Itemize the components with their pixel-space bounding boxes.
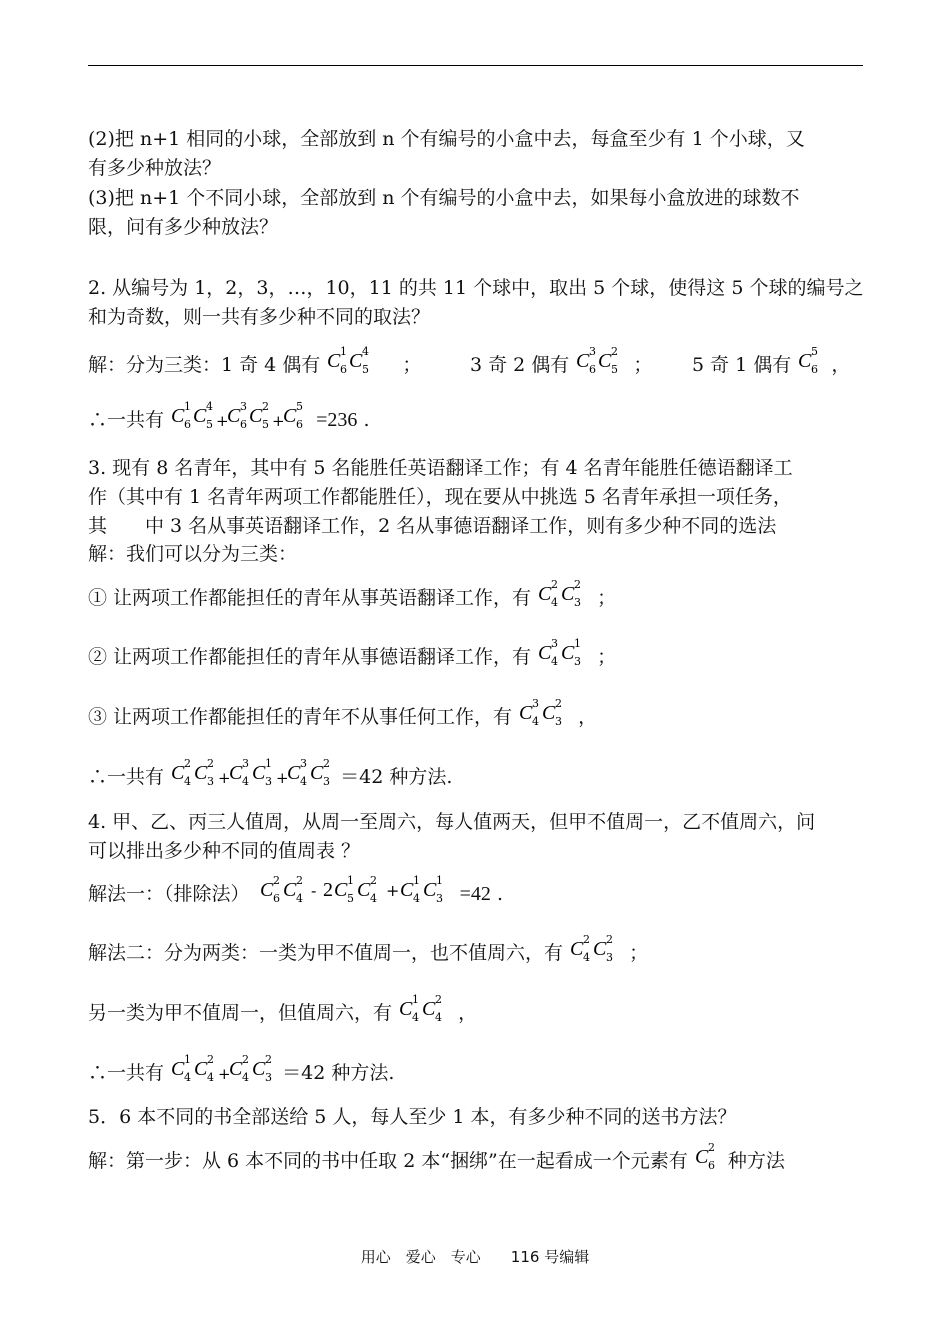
svg-text:C: C (356, 879, 370, 901)
svg-text:3: 3 (606, 951, 614, 964)
problem-4-method-2: 解法二：分为两类：一类为甲不值周一，也不值周六，有 C 2 4 C 2 3 ； (88, 933, 648, 967)
svg-text:4: 4 (362, 345, 370, 358)
svg-text:3: 3 (435, 892, 443, 905)
problem-2-case-c: 5 奇 1 偶有 C 5 6 ， (692, 345, 850, 379)
formula-c4-3-c3-1 (537, 637, 591, 671)
formula-c4-3-c3-2 (518, 697, 572, 731)
svg-text:2: 2 (322, 879, 333, 901)
problem-3-case-2: ② 让两项工作都能担任的青年从事德语翻译工作，有 C 3 4 C 1 3 ； (88, 637, 616, 671)
svg-text:4: 4 (242, 1071, 250, 1084)
svg-text:3: 3 (300, 757, 308, 770)
page-footer: 用心 爱心 专心 116 号编辑 (360, 1248, 590, 1266)
svg-text:1: 1 (412, 993, 420, 1006)
problem-2-text-cont: 和为奇数，则一共有多少种不同的取法？ (88, 306, 431, 328)
svg-text:2: 2 (207, 1053, 215, 1066)
problem-4-text-cont: 可以排出多少种不同的值周表 ？ (88, 840, 361, 862)
svg-text:4: 4 (206, 400, 214, 413)
svg-text:1: 1 (184, 1053, 192, 1066)
problem-3-text: 3. 现有 8 名青年，其中有 5 名能胜任英语翻译工作；有 4 名青年能胜任德语翻译工 (88, 457, 793, 479)
svg-text:C: C (252, 1058, 266, 1080)
problem-5-solution: 解：第一步：从 6 本不同的书中任取 2 本“捆绑”在一起看成一个元素有 C 2 6 种方法 (88, 1141, 785, 1175)
svg-text:2: 2 (207, 757, 215, 770)
svg-text:6: 6 (707, 1159, 715, 1172)
problem-2-text: 2. 从编号为 1，2，3，…，10，11 的共 11 个球中，取出 5 个球，使得这 5 个球的编号之 (88, 277, 864, 299)
problem-4-method-2-case: 另一类为甲不值周一，但值周六，有 C 1 4 C 2 4 ， (88, 993, 477, 1027)
svg-text:3: 3 (551, 637, 559, 650)
problem-2-case-b: 3 奇 2 偶有 C 3 6 C 2 5 ； (470, 345, 652, 379)
svg-text:4: 4 (184, 1071, 192, 1084)
svg-text:4: 4 (242, 775, 250, 788)
svg-text:2: 2 (272, 874, 280, 887)
problem-4-method-1: 解法一：（排除法） C 2 6 C 2 4 - 2 C 1 5 C 2 4 + C 1 4 C 1 3 =42 . (88, 874, 503, 908)
formula-sum-42-a (170, 757, 346, 791)
svg-text:C: C (227, 405, 241, 427)
svg-text:5: 5 (811, 345, 819, 358)
svg-text:C: C (229, 762, 243, 784)
svg-text:C: C (570, 938, 584, 960)
problem-2-solution: 解：分为三类：1 奇 4 偶有 C 1 6 C 4 5 ； (88, 345, 421, 379)
svg-text:+: + (385, 881, 399, 900)
svg-text:C: C (194, 1058, 208, 1080)
svg-text:C: C (229, 1058, 243, 1080)
svg-text:+: + (276, 769, 289, 787)
svg-text:2: 2 (435, 993, 443, 1006)
svg-text:2: 2 (611, 345, 619, 358)
svg-text:+: + (218, 1065, 231, 1083)
problem-1-part2-cont: 有多少种放法？ (88, 157, 222, 179)
svg-text:C: C (593, 938, 607, 960)
svg-text:2: 2 (583, 933, 591, 946)
svg-text:C: C (598, 350, 612, 372)
formula-c6-3-c5-2 (575, 345, 627, 379)
svg-text:3: 3 (574, 596, 582, 609)
svg-text:5: 5 (611, 363, 619, 376)
svg-text:3: 3 (207, 775, 215, 788)
svg-text:2: 2 (265, 1053, 273, 1066)
svg-text:C: C (519, 702, 533, 724)
svg-text:+: + (272, 412, 285, 430)
svg-text:5: 5 (346, 892, 354, 905)
formula-sum-42-b (170, 1053, 288, 1087)
svg-text:C: C (694, 1146, 709, 1168)
svg-text:C: C (249, 405, 263, 427)
svg-text:4: 4 (295, 892, 303, 905)
svg-text:2: 2 (184, 757, 192, 770)
svg-text:C: C (538, 642, 552, 664)
svg-text:1: 1 (184, 400, 192, 413)
svg-text:C: C (561, 642, 575, 664)
svg-text:6: 6 (184, 418, 192, 431)
svg-text:6: 6 (296, 418, 304, 431)
svg-text:3: 3 (265, 1071, 273, 1084)
formula-exclusion (256, 874, 470, 908)
svg-text:6: 6 (240, 418, 248, 431)
problem-4-total: ∴一共有 C 1 4 C 2 4 + C 2 4 C 2 3 ＝42 种方法. (88, 1053, 394, 1087)
solution-label: 解：分为三类：1 奇 4 偶有 (88, 354, 321, 376)
svg-text:5: 5 (262, 418, 270, 431)
svg-text:5: 5 (362, 363, 370, 376)
svg-text:1: 1 (346, 874, 354, 887)
svg-text:C: C (327, 350, 341, 372)
problem-1-part3: (3)把 n+1 个不同小球，全部放到 n 个有编号的小盒中去，如果每小盒放进的球数不 (88, 187, 800, 209)
svg-text:1: 1 (574, 637, 582, 650)
svg-text:2: 2 (555, 697, 563, 710)
svg-text:1: 1 (412, 874, 420, 887)
svg-text:4: 4 (435, 1011, 443, 1024)
svg-text:3: 3 (589, 345, 597, 358)
formula-c6-5 (797, 345, 825, 379)
svg-text:C: C (259, 879, 273, 901)
svg-text:2: 2 (369, 874, 377, 887)
problem-2-total: ∴一共有 C 1 6 C 4 5 + C 3 6 C 2 5 + C 5 6 =236 . (88, 400, 369, 434)
svg-text:C: C (194, 762, 208, 784)
svg-text:C: C (287, 762, 301, 784)
svg-text:4: 4 (207, 1071, 215, 1084)
problem-1-part2: (2)把 n+1 相同的小球，全部放到 n 个有编号的小盒中去，每盒至少有 1 个小球，又 (88, 128, 805, 150)
problem-5-text: 5．6 本不同的书全部送给 5 人，每人至少 1 本，有多少种不同的送书方法？ (88, 1106, 737, 1128)
svg-text:2: 2 (551, 578, 559, 591)
svg-text:3: 3 (532, 697, 540, 710)
svg-text:C: C (422, 998, 436, 1020)
formula-sum-236 (170, 400, 330, 434)
svg-text:2: 2 (262, 400, 270, 413)
svg-text:C: C (193, 405, 207, 427)
formula-c6-2 (694, 1141, 722, 1175)
svg-text:4: 4 (412, 1011, 420, 1024)
svg-text:1: 1 (340, 345, 348, 358)
svg-text:C: C (538, 583, 552, 605)
svg-text:6: 6 (589, 363, 597, 376)
svg-text:+: + (216, 412, 229, 430)
formula-c4-2-c3-2-b (569, 933, 623, 967)
svg-text:1: 1 (435, 874, 443, 887)
svg-text:4: 4 (412, 892, 420, 905)
svg-text:C: C (171, 762, 185, 784)
svg-text:6: 6 (811, 363, 819, 376)
problem-3-text-cont2: 其 中 3 名从事英语翻译工作，2 名从事德语翻译工作，则有多少种不同的选法 (88, 515, 777, 537)
svg-text:C: C (422, 879, 436, 901)
svg-text:3: 3 (555, 715, 563, 728)
svg-text:C: C (282, 879, 296, 901)
svg-text:4: 4 (184, 775, 192, 788)
svg-text:4: 4 (551, 596, 559, 609)
problem-3-text-cont1: 作（其中有 1 名青年两项工作都能胜任），现在要从中挑选 5 名青年承担一项任务， (88, 486, 792, 508)
svg-text:-: - (310, 881, 316, 900)
svg-text:C: C (576, 350, 590, 372)
svg-text:3: 3 (242, 757, 250, 770)
svg-text:6: 6 (272, 892, 280, 905)
svg-text:C: C (333, 879, 347, 901)
formula-c6-1-c5-4 (326, 345, 378, 379)
problem-4-text: 4. 甲、乙、丙三人值周，从周一至周六，每人值两天，但甲不值周一，乙不值周六，问 (88, 811, 816, 833)
svg-text:C: C (798, 350, 812, 372)
svg-text:3: 3 (323, 775, 331, 788)
problem-3-case-1: ① 让两项工作都能担任的青年从事英语翻译工作，有 C 2 4 C 2 3 ； (88, 578, 616, 612)
formula-c4-2-c3-2 (537, 578, 591, 612)
svg-text:3: 3 (240, 400, 248, 413)
svg-text:2: 2 (295, 874, 303, 887)
svg-text:2: 2 (707, 1141, 715, 1154)
svg-text:C: C (542, 702, 556, 724)
svg-text:3: 3 (574, 655, 582, 668)
svg-text:C: C (310, 762, 324, 784)
svg-text:4: 4 (369, 892, 377, 905)
svg-text:4: 4 (551, 655, 559, 668)
svg-text:4: 4 (583, 951, 591, 964)
svg-text:5: 5 (296, 400, 304, 413)
problem-3-case-3: ③ 让两项工作都能担任的青年不从事任何工作，有 C 3 4 C 2 3 ， (88, 697, 597, 731)
svg-text:C: C (399, 879, 413, 901)
svg-text:3: 3 (265, 775, 273, 788)
formula-c4-1-c4-2 (398, 993, 452, 1027)
svg-text:2: 2 (574, 578, 582, 591)
svg-text:C: C (561, 583, 575, 605)
svg-text:C: C (252, 762, 266, 784)
svg-text:4: 4 (532, 715, 540, 728)
svg-text:+: + (218, 769, 231, 787)
svg-text:C: C (171, 1058, 185, 1080)
svg-text:C: C (399, 998, 413, 1020)
svg-text:1: 1 (265, 757, 273, 770)
svg-text:2: 2 (606, 933, 614, 946)
header-rule (88, 65, 863, 66)
svg-text:2: 2 (242, 1053, 250, 1066)
svg-text:2: 2 (323, 757, 331, 770)
problem-1-part3-cont: 限，问有多少种放法？ (88, 216, 279, 238)
svg-text:4: 4 (300, 775, 308, 788)
svg-text:6: 6 (340, 363, 348, 376)
problem-3-solution-intro: 解：我们可以分为三类： (88, 543, 298, 565)
svg-text:C: C (283, 405, 297, 427)
svg-text:5: 5 (206, 418, 214, 431)
svg-text:C: C (349, 350, 363, 372)
problem-3-total: ∴一共有 C 2 4 C 2 3 + C 3 4 C 1 3 + C 3 4 C 2 3 ＝42 种方法. (88, 757, 452, 791)
svg-text:C: C (171, 405, 185, 427)
